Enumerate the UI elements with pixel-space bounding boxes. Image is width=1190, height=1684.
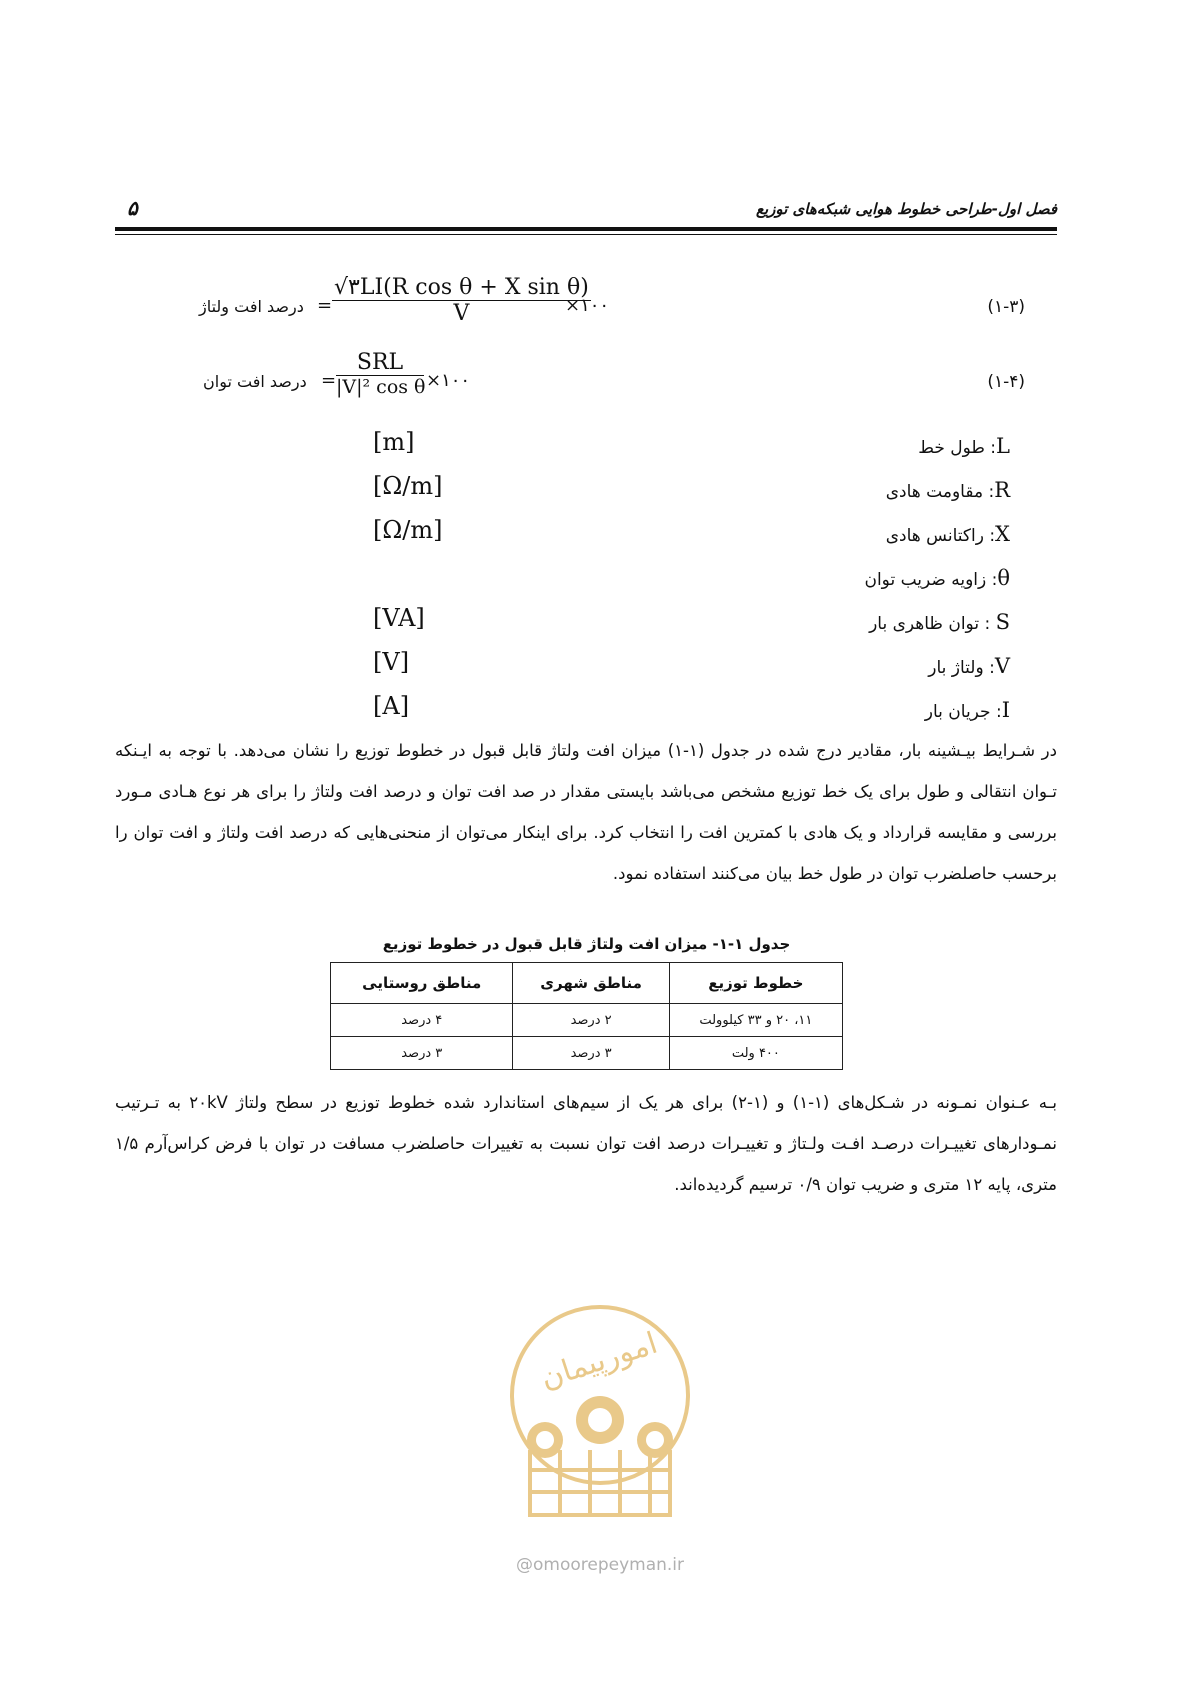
definition-text: : جریان بار — [924, 702, 1002, 722]
page-number: ۵ — [127, 196, 138, 220]
unit: [VA] — [373, 604, 425, 632]
formula-power-loss — [115, 350, 1025, 410]
table-row — [331, 1004, 843, 1037]
symbol: V — [994, 654, 1010, 678]
unit: [A] — [373, 692, 410, 720]
column-header: مناطق روستایی — [331, 963, 513, 1004]
watermark-url: @omoorepeyman.ir — [515, 1555, 685, 1575]
definition-row — [115, 604, 1010, 642]
definition-text: : زاویه ضریب توان — [864, 570, 998, 590]
symbol: θ — [997, 566, 1010, 590]
definition-text: : طول خط — [918, 438, 997, 458]
body-paragraph: بـه عـنوان نمـونه در شـکل‌های (۱-۱) و (۱-۲) برای هر یک از سیم‌های استاندارد شده خطوط توزیع در سطح ولتاژ ۲۰kV به تـرتیب نمـودارهای تغییـرات درصـد افـت ولـتاژ و تغییـرات درصد افت توان نسبت به تغییرات حاصلضرب مسافت در توان با فرض کراس‌آرم ۱/۵ متری، پایه ۱۲ متری و ضریب توان ۰/۹ ترسیم گردیده‌اند. — [115, 1093, 1058, 1194]
table-header-row — [331, 963, 843, 1004]
table-cell: ۴۰۰ ولت — [669, 1037, 842, 1070]
column-header: خطوط توزیع — [669, 963, 842, 1004]
fraction — [336, 350, 424, 398]
body-paragraph: در شـرایط بیـشینه بار، مقادیر درج شده در جدول (۱-۱) میزان افت ولتاژ قابل قبول در خطوط توزیع را نشان می‌دهد. با توجه به ایـنکه تـوان انتقالی و طول برای یک خط توزیع مشخص می‌باشد بایستی مقدار در صد افت توان و درصد افت ولتاژ را برای هر نوع هـادی مـورد بررسی و مقایسه قرارداد و یک هادی با کمترین افت را انتخاب کرد. برای اینکار می‌توان از منحنی‌هایی که درصد افت ولتاژ و افت توان را برحسب حاصلضرب توان در طول خط بیان می‌کنند استفاده نمود. — [115, 741, 1057, 883]
definition-row — [115, 692, 1010, 730]
definition-text: : ولتاژ بار — [928, 658, 995, 678]
definition-text: : مقاومت هادی — [885, 482, 995, 502]
column-header: مناطق شهری — [513, 963, 669, 1004]
formula-label: درصد افت ولتاژ — [199, 297, 304, 316]
formula-voltage-drop — [115, 275, 1025, 335]
equals-sign: = — [317, 295, 333, 316]
unit: [Ω/m] — [373, 472, 443, 500]
denominator: V — [453, 301, 470, 326]
header-rule — [115, 227, 1057, 231]
voltage-drop-table — [330, 962, 843, 1070]
equals-sign: = — [321, 370, 337, 391]
formula-number: (۱-۳) — [987, 297, 1025, 317]
table-cell: ۴ درصد — [331, 1004, 513, 1037]
definition-row — [115, 560, 1010, 598]
formula-number: (۱-۴) — [987, 372, 1025, 392]
watermark-logo — [490, 1300, 710, 1550]
definition-row — [115, 428, 1010, 466]
symbol: S — [995, 610, 1010, 634]
multiplier: ×۱۰۰ — [426, 370, 471, 391]
page-header — [115, 196, 1057, 226]
table-cell: ۳ درصد — [331, 1037, 513, 1070]
fraction — [332, 275, 591, 326]
watermark-logo-text: امورپیمان — [536, 1325, 662, 1397]
chapter-title: فصل اول-طراحی خطوط هوایی شبکه‌های توزیع — [755, 200, 1057, 218]
symbol: L — [996, 434, 1010, 458]
header-rule-thin — [115, 234, 1057, 235]
table-caption: جدول ۱-۱- میزان افت ولتاژ قابل قبول در خطوط توزیع — [382, 935, 791, 953]
denominator: |V|² cos θ — [336, 376, 426, 398]
definition-text: : توان ظاهری بار — [869, 614, 996, 634]
unit: [Ω/m] — [373, 516, 443, 544]
symbol: I — [1001, 698, 1010, 722]
table-cell: ۳ درصد — [513, 1037, 669, 1070]
numerator: SRL — [356, 350, 404, 375]
table-cell: ۱۱، ۲۰ و ۳۳ کیلوولت — [669, 1004, 842, 1037]
definition-text: : راکتانس هادی — [885, 526, 996, 546]
table-row — [331, 1037, 843, 1070]
symbol: R — [994, 478, 1010, 502]
numerator: √٣LI(R cos θ + X sin θ) — [334, 275, 589, 300]
formula-label: درصد افت توان — [203, 372, 307, 391]
multiplier: ×۱۰۰ — [565, 295, 610, 316]
definition-row — [115, 648, 1010, 686]
unit: [V] — [373, 648, 410, 676]
table-cell: ۲ درصد — [513, 1004, 669, 1037]
unit: [m] — [373, 428, 415, 456]
definition-row — [115, 472, 1010, 510]
definition-row — [115, 516, 1010, 554]
symbol: X — [995, 522, 1010, 546]
